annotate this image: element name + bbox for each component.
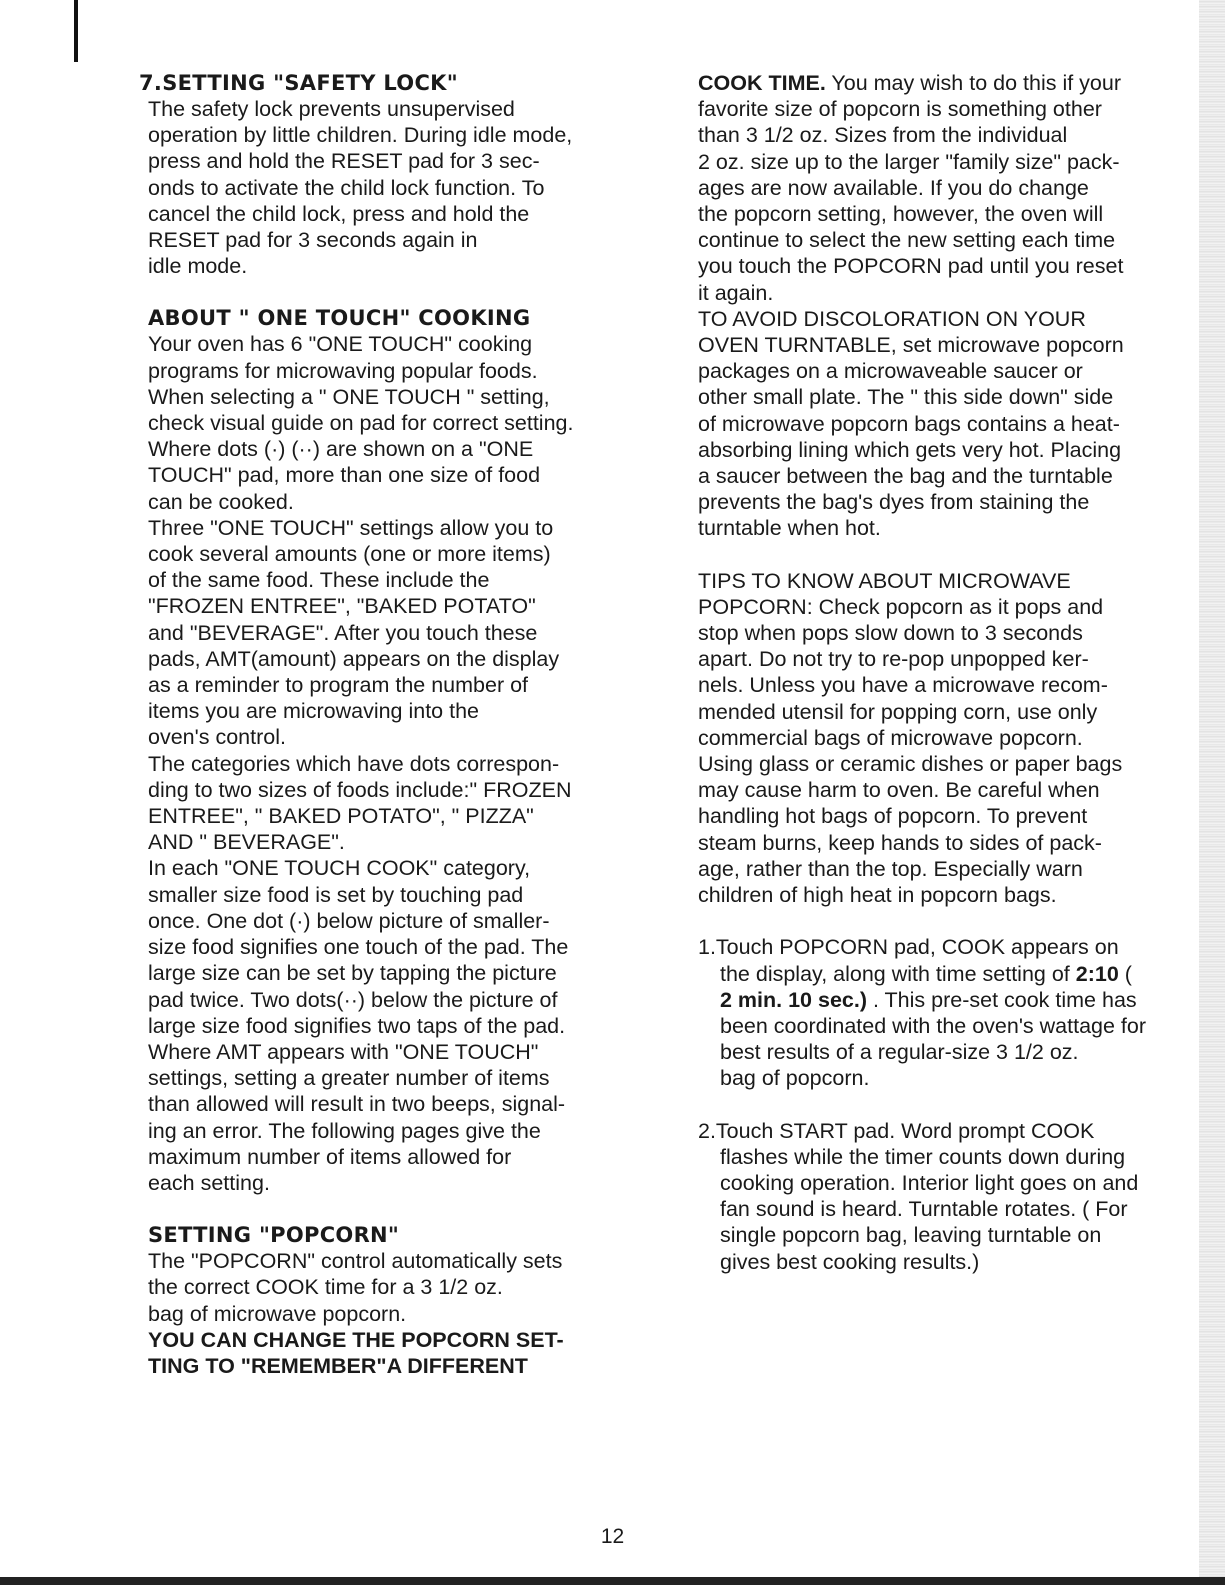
cook-time-body: You may wish to do this if your favorite size of popcorn is something other than 3 1/2 oz. Sizes from the individual 2 oz. size up to the larger "family size" pack- ages are now available. If you do change the popcorn setting, however, the oven will continue to select the new setting each time you touch the POPCORN pad until you reset it again. TO AVOID DISCOLORATION ON YOUR OVEN TURNTABLE, set microwave popcorn packages on a microwaveable saucer or other small plate. The " this side down" side of microwave popcorn bags contains a heat- absorbing lining which gets very hot. Placing a saucer between the bag and the turntable prevents the bag's dyes from staining the turntable when hot. (698, 71, 1124, 541)
safety-lock-section (139, 70, 618, 279)
step-1-text-a: 1.Touch POPCORN pad, COOK appears on the display, along with time setting of (698, 935, 1119, 986)
step-1-duration: 2 min. 10 sec.) (720, 987, 867, 1012)
popcorn-change-note: YOU CAN CHANGE THE POPCORN SET- TING TO "REMEMBER"A DIFFERENT (148, 1327, 564, 1378)
step-1 (698, 934, 1168, 1091)
popcorn-tips-text: TIPS TO KNOW ABOUT MICROWAVE POPCORN: Check popcorn as it pops and stop when pops slow down to 3 seconds apart. Do not try to re-pop unpopped ker- nels. Unless you have a microwave recom- mended utensil for popping corn, use only commercial bags of microwave popcorn. Using glass or ceramic dishes or paper bags may cause harm to oven. Be careful when handling hot bags of popcorn. To prevent steam burns, keep hands to sides of pack- age, rather than the top. Especially warn children of high heat in popcorn bags. (698, 568, 1123, 908)
popcorn-section (148, 1222, 618, 1379)
scan-margin-rule (74, 0, 78, 62)
cook-time-text (698, 70, 1168, 542)
right-column (698, 70, 1168, 1275)
safety-lock-heading: 7.SETTING "SAFETY LOCK" (139, 71, 458, 95)
popcorn-heading: SETTING "POPCORN" (148, 1223, 400, 1248)
page-number: 12 (600, 1525, 625, 1548)
cook-time-lead: COOK TIME. (698, 71, 826, 95)
step-1-text-b: ( (1124, 961, 1132, 986)
one-touch-heading: ABOUT " ONE TOUCH" COOKING (148, 306, 531, 331)
one-touch-section (148, 305, 618, 1196)
popcorn-text: The "POPCORN" control automatically sets the correct COOK time for a 3 1/2 oz. bag of microwave popcorn. (148, 1249, 563, 1326)
scan-bottom-edge (0, 1577, 1225, 1585)
step-1-time: 2:10 (1075, 961, 1119, 986)
safety-lock-text: The safety lock prevents unsupervised operation by little children. During idle mode, press and hold the RESET pad for 3 sec- onds to activate the child lock function. To cancel the child lock, press and hold the RESET pad for 3 seconds again in idle mode. (148, 97, 573, 279)
scan-edge-shading (1199, 0, 1225, 1585)
step-1-text-c: . This pre-set cook time has been coordinated with the oven's wattage for best results of a regular-size 3 1/2 oz. bag of popcorn. (720, 987, 1147, 1091)
left-column (139, 70, 618, 1379)
one-touch-text: Your oven has 6 "ONE TOUCH" cooking programs for microwaving popular foods. When selecting a " ONE TOUCH " setting, check visual guide on pad for correct setting. Where dots (·) (··) are shown on a "ONE TOUCH" pad, more than one size of food can be cooked. Three "ONE TOUCH" settings allow you to cook several amounts (one or more items) of the same food. These include the "FROZEN ENTREE", "BAKED POTATO" and "BEVERAGE". After you touch these pads, AMT(amount) appears on the display as a reminder to program the number of items you are microwaving into the oven's control. The categories which have dots correspon- ding to two sizes of foods include:" FROZEN ENTREE", " BAKED POTATO", " PIZZA" AND " BEVERAGE". In each "ONE TOUCH COOK" category, smaller size food is set by touching pad once. One dot (·) below picture of smaller- size food signifies one touch of the pad. The large size can be set by tapping the picture pad twice. Two dots(··) below the picture of large size food signifies two taps of the pad. Where AMT appears with "ONE TOUCH" settings, setting a greater number of items than allowed will result in two beeps, signal- ing an error. The following pages give the maximum number of items allowed for each setting. (148, 332, 574, 1195)
step-2: 2.Touch START pad. Word prompt COOK flashes while the timer counts down during cooking operation. Interior light goes on and fan sound is heard. Turntable rotates. ( For single popcorn bag, leaving turntable on gives best cooking results.) (698, 1118, 1139, 1274)
